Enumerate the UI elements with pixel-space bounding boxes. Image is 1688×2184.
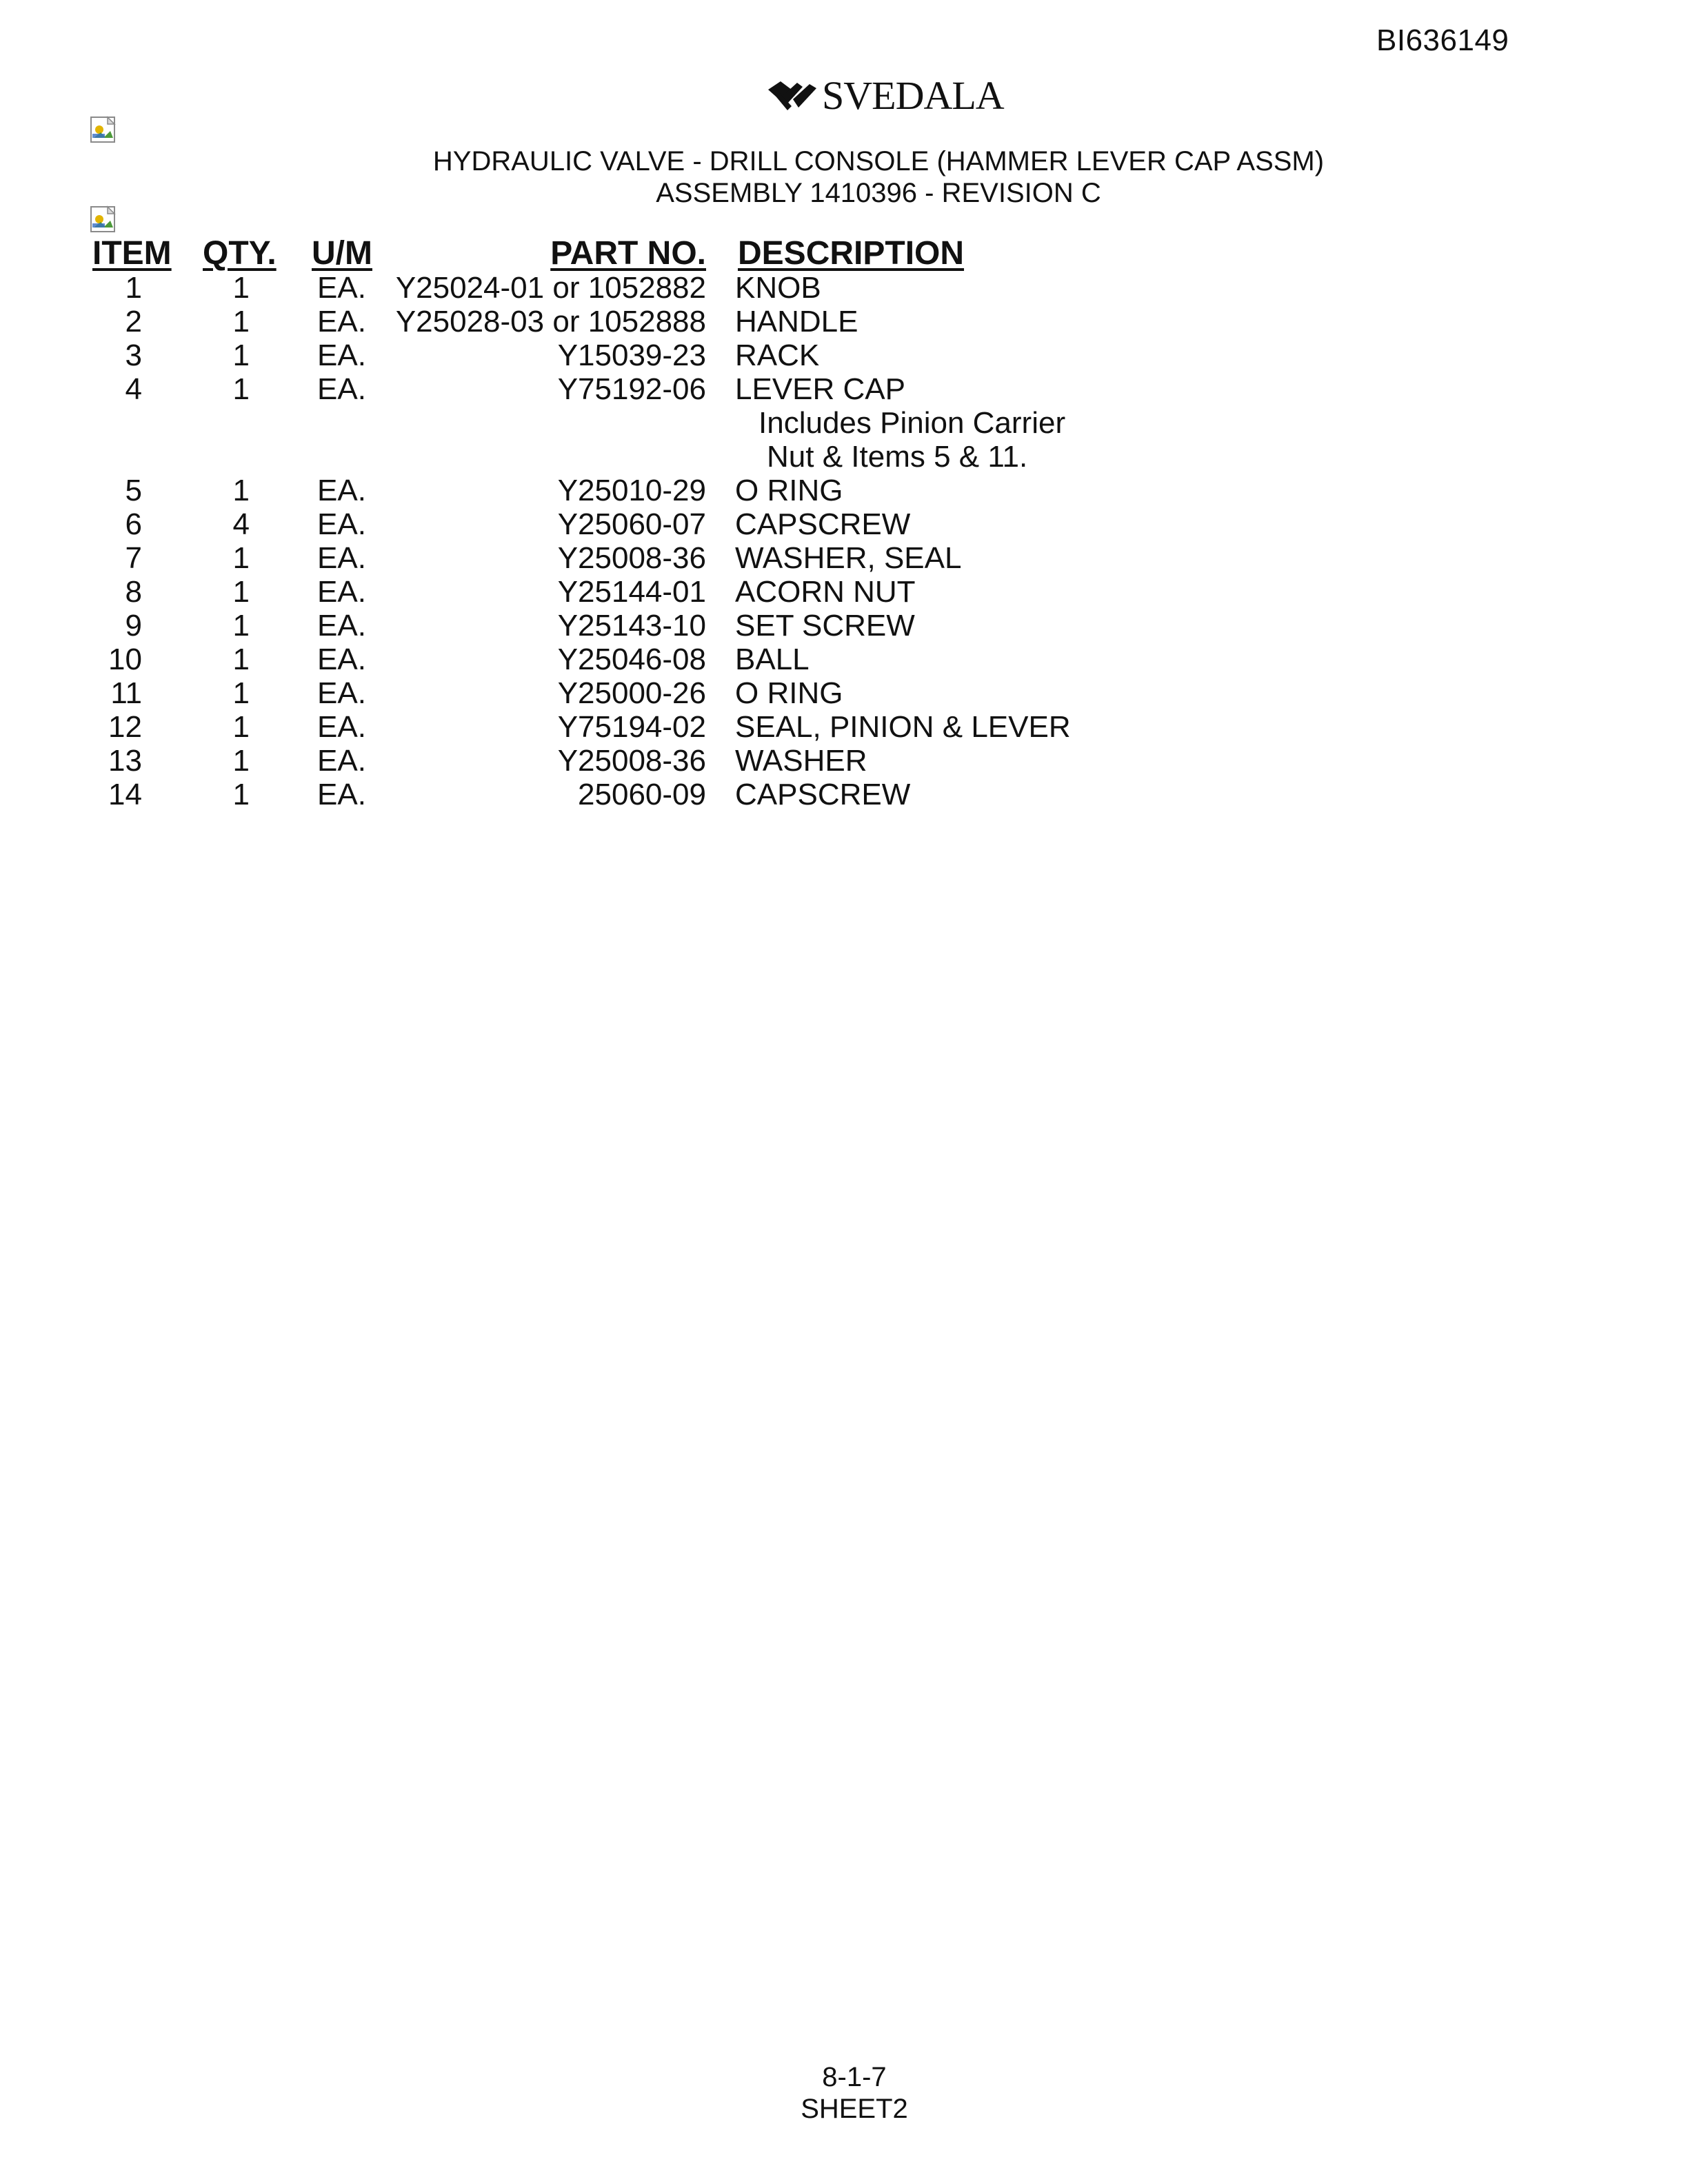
table-row: [0, 744, 1688, 778]
part-no-cell: Y25000-26: [557, 676, 706, 710]
part-no-cell: Y25143-10: [557, 609, 706, 643]
svedala-diamond-logo-icon: [767, 80, 818, 112]
table-row: [0, 474, 1688, 507]
description-cell: RACK: [735, 338, 820, 372]
table-row: [0, 778, 1688, 811]
um-cell: EA.: [317, 710, 366, 744]
table-row: [0, 643, 1688, 676]
part-no-cell: Y25046-08: [557, 643, 706, 676]
qty-cell: 1: [232, 575, 250, 609]
part-no-cell: 25060-09: [578, 778, 706, 811]
part-no-cell: Y25010-29: [557, 474, 706, 507]
um-cell: EA.: [317, 676, 366, 710]
column-header-qty: QTY.: [203, 235, 277, 272]
description-cell: CAPSCREW: [735, 778, 911, 811]
table-row: [0, 372, 1688, 406]
part-no-cell: Y25060-07: [557, 507, 706, 541]
description-cell: ACORN NUT: [735, 575, 916, 609]
qty-cell: 1: [232, 305, 250, 338]
um-cell: EA.: [317, 541, 366, 575]
qty-cell: 1: [232, 609, 250, 643]
description-cell: BALL: [735, 643, 810, 676]
table-row-note: [0, 406, 1688, 440]
part-no-cell: Y75194-02: [557, 710, 706, 744]
item-cell: 1: [125, 271, 142, 305]
um-cell: EA.: [317, 305, 366, 338]
column-header-part-no: PART NO.: [550, 235, 706, 272]
item-cell: 10: [108, 643, 142, 676]
table-row: [0, 541, 1688, 575]
part-no-cell: Y25008-36: [557, 744, 706, 778]
item-cell: 13: [108, 744, 142, 778]
document-id: BI636149: [1376, 23, 1509, 57]
document-subtitle: ASSEMBLY 1410396 - REVISION C: [656, 178, 1101, 208]
um-cell: EA.: [317, 271, 366, 305]
table-row: [0, 609, 1688, 643]
item-cell: 11: [110, 676, 142, 710]
item-cell: 4: [125, 372, 142, 406]
column-header-description: DESCRIPTION: [738, 235, 965, 272]
description-cell: SET SCREW: [735, 609, 915, 643]
item-cell: 14: [108, 778, 142, 811]
table-row: [0, 338, 1688, 372]
item4-note-line2: Nut & Items 5 & 11.: [767, 440, 1028, 474]
part-no-cell: Y15039-23: [557, 338, 706, 372]
um-cell: EA.: [317, 575, 366, 609]
qty-cell: 1: [232, 676, 250, 710]
qty-cell: 4: [232, 507, 250, 541]
um-cell: EA.: [317, 609, 366, 643]
part-no-cell: Y25024-01 or 1052882: [395, 271, 706, 305]
description-cell: LEVER CAP: [735, 372, 905, 406]
um-cell: EA.: [317, 643, 366, 676]
description-cell: O RING: [735, 676, 843, 710]
part-no-cell: Y25028-03 or 1052888: [395, 305, 706, 338]
qty-cell: 1: [232, 338, 250, 372]
qty-cell: 1: [232, 271, 250, 305]
table-row: [0, 271, 1688, 305]
item-cell: 5: [125, 474, 142, 507]
um-cell: EA.: [317, 338, 366, 372]
description-cell: CAPSCREW: [735, 507, 911, 541]
um-cell: EA.: [317, 778, 366, 811]
qty-cell: 1: [232, 474, 250, 507]
item-cell: 8: [125, 575, 142, 609]
column-header-um: U/M: [312, 235, 372, 272]
broken-image-icon: [90, 116, 117, 143]
item-cell: 3: [125, 338, 142, 372]
qty-cell: 1: [232, 643, 250, 676]
column-header-item: ITEM: [92, 235, 172, 272]
item-cell: 2: [125, 305, 142, 338]
table-row: [0, 575, 1688, 609]
page-number: 8-1-7: [822, 2062, 887, 2092]
table-row: [0, 710, 1688, 744]
description-cell: WASHER, SEAL: [735, 541, 962, 575]
part-no-cell: Y75192-06: [557, 372, 706, 406]
item-cell: 6: [125, 507, 142, 541]
broken-image-icon: [90, 205, 117, 233]
um-cell: EA.: [317, 474, 366, 507]
logo-text: SVEDALA: [822, 73, 1004, 118]
svedala-logo: [767, 73, 1004, 118]
qty-cell: 1: [232, 744, 250, 778]
description-cell: SEAL, PINION & LEVER: [735, 710, 1071, 744]
part-no-cell: Y25144-01: [557, 575, 706, 609]
item-cell: 9: [125, 609, 142, 643]
qty-cell: 1: [232, 710, 250, 744]
item-cell: 7: [125, 541, 142, 575]
um-cell: EA.: [317, 507, 366, 541]
description-cell: HANDLE: [735, 305, 858, 338]
table-row-note: [0, 440, 1688, 474]
item-cell: 12: [108, 710, 142, 744]
qty-cell: 1: [232, 372, 250, 406]
document-title: HYDRAULIC VALVE - DRILL CONSOLE (HAMMER LEVER CAP ASSM): [432, 146, 1325, 176]
um-cell: EA.: [317, 372, 366, 406]
description-cell: WASHER: [735, 744, 867, 778]
table-row: [0, 507, 1688, 541]
description-cell: O RING: [735, 474, 843, 507]
part-no-cell: Y25008-36: [557, 541, 706, 575]
table-row: [0, 305, 1688, 338]
qty-cell: 1: [232, 541, 250, 575]
item4-note-line1: Includes Pinion Carrier: [758, 406, 1066, 440]
table-row: [0, 676, 1688, 710]
sheet-label: SHEET2: [801, 2094, 908, 2124]
parts-table: [0, 271, 1688, 811]
qty-cell: 1: [232, 778, 250, 811]
description-cell: KNOB: [735, 271, 821, 305]
um-cell: EA.: [317, 744, 366, 778]
